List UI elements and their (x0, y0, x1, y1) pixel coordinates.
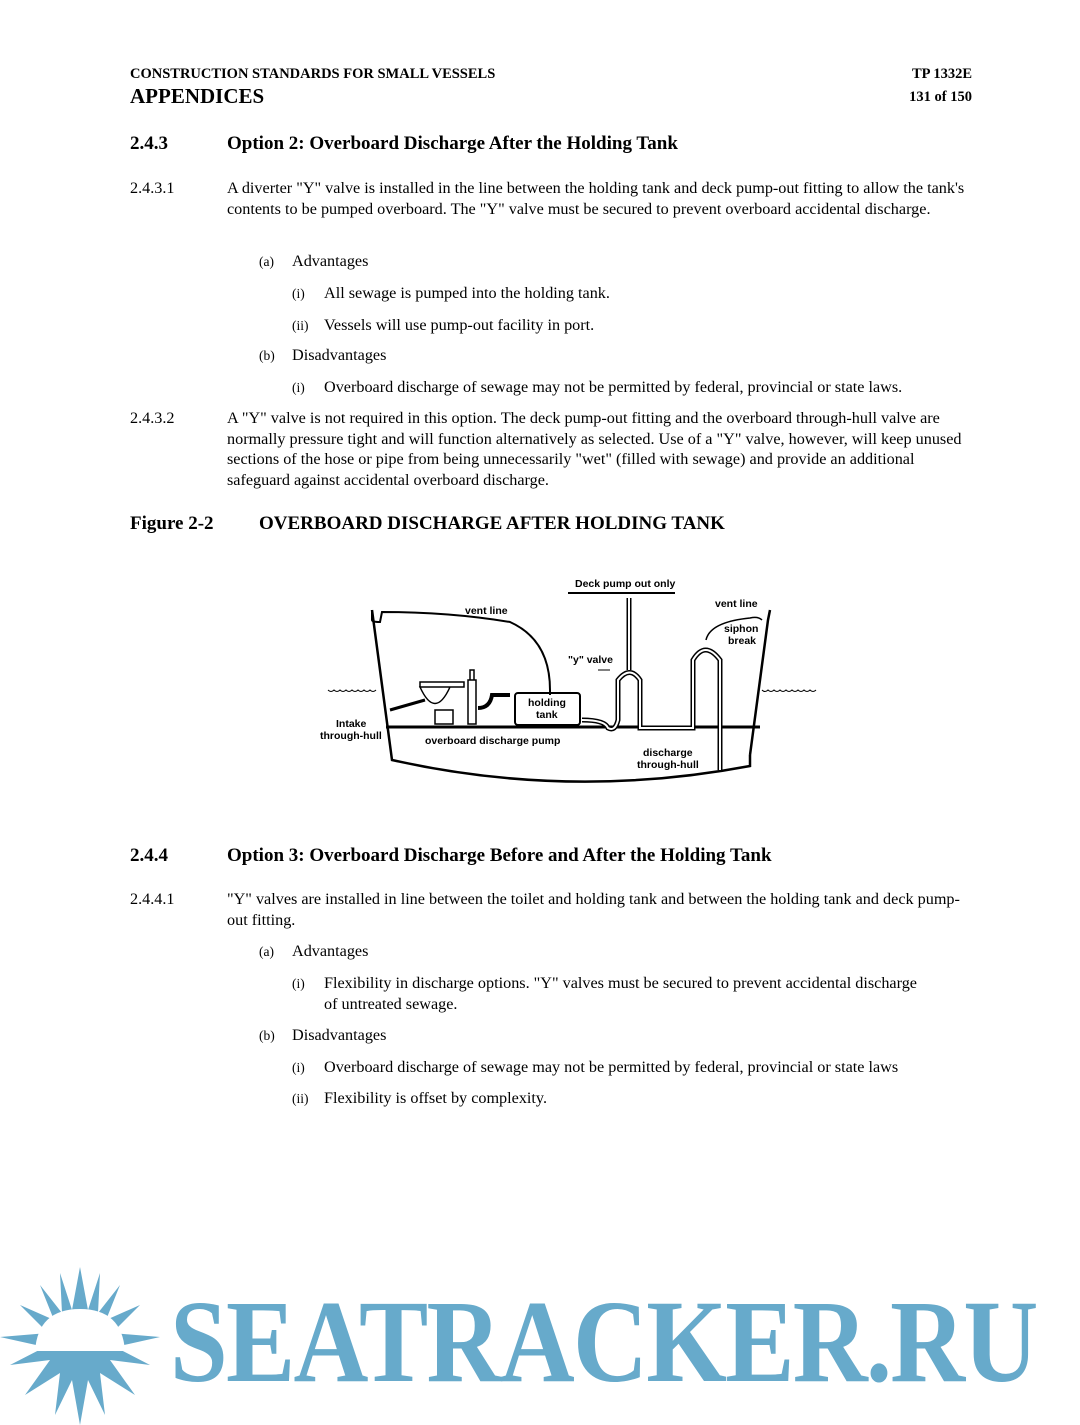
page-number: 131 of 150 (909, 89, 972, 105)
list-label: (b) (259, 1028, 275, 1043)
label-pump: overboard discharge pump (425, 735, 561, 747)
paragraph: A diverter "Y" valve is installed in the line between the holding tank and deck pump-out fitting to allow the tank's contents to be pumped overboard. The "Y" valve must be secured to prevent overboard accidental discharge. (227, 179, 965, 218)
doc-code: TP 1332E (911, 66, 972, 82)
list-label: (a) (259, 254, 274, 269)
para-number: 2.4.3.1 (130, 179, 175, 197)
list-item: Overboard discharge of sewage may not be permitted by federal, provincial or state laws (324, 1058, 899, 1076)
paragraph: "Y" valves are installed in line between the toilet and holding tank and between the holding tank and deck pump-out fitting. (227, 890, 960, 929)
discharge-diagram (310, 570, 830, 800)
toilet (420, 682, 464, 724)
figure-title: OVERBOARD DISCHARGE AFTER HOLDING TANK (259, 513, 725, 534)
pump (468, 670, 476, 724)
list-item: Flexibility is offset by complexity. (324, 1089, 548, 1107)
sun-logo-icon (0, 1265, 165, 1425)
list-label: (ii) (292, 318, 309, 333)
label-siphon-break: break (728, 635, 757, 647)
intake-hose (390, 700, 425, 710)
para-number: 2.4.4.1 (130, 890, 175, 908)
figure-number: Figure 2-2 (130, 513, 214, 534)
waterline (328, 690, 816, 692)
section-number: 2.4.4 (130, 845, 168, 866)
label-vent-line: vent line (715, 598, 758, 610)
list-item: Advantages (292, 942, 369, 960)
doc-title: CONSTRUCTION STANDARDS FOR SMALL VESSELS (130, 66, 496, 82)
para-number: 2.4.3.2 (130, 409, 175, 427)
label-intake: Intake (336, 718, 367, 730)
list-item: Flexibility in discharge options. "Y" valves must be secured to prevent accidental discharge of untreated sewage. (324, 974, 917, 1013)
list-label: (i) (292, 976, 305, 991)
list-label: (i) (292, 286, 305, 301)
label-discharge: discharge (643, 747, 693, 759)
list-item: Disadvantages (292, 346, 387, 364)
label-vent-line: vent line (465, 605, 508, 617)
label-intake: through-hull (320, 730, 382, 742)
section-number: 2.4.3 (130, 133, 168, 154)
list-item: Overboard discharge of sewage may not be permitted by federal, provincial or state laws. (324, 378, 903, 396)
list-label: (b) (259, 348, 275, 363)
list-item: Disadvantages (292, 1026, 387, 1044)
section-title: Option 3: Overboard Discharge Before and After the Holding Tank (227, 845, 772, 866)
list-label: (ii) (292, 1091, 309, 1106)
watermark-text: SEATRACKER.RU (170, 1276, 1037, 1407)
label-deck-pump-out: Deck pump out only (575, 578, 676, 590)
list-item: Advantages (292, 252, 369, 270)
paragraph: A "Y" valve is not required in this option. The deck pump-out fitting and the overboard through-hull valve are normally pressure tight and will function alternatively as selected. Use of a "Y" valve, however, will keep unused sections of the hose or pipe from being unnecessarily "wet" (filled with sewage) and provide an additional safeguard against accidental overboard discharge. (227, 409, 962, 489)
section-header: APPENDICES (130, 84, 265, 108)
label-discharge: through-hull (637, 759, 699, 771)
list-item: Vessels will use pump-out facility in port. (324, 316, 595, 334)
pipe (478, 695, 510, 708)
label-holding-tank: holding (528, 697, 566, 709)
section-title: Option 2: Overboard Discharge After the Holding Tank (227, 133, 678, 154)
label-siphon-break: siphon (724, 623, 759, 635)
list-label: (a) (259, 944, 274, 959)
list-item: All sewage is pumped into the holding tank. (324, 284, 610, 302)
label-holding-tank: tank (536, 709, 558, 721)
list-label: (i) (292, 380, 305, 395)
list-label: (i) (292, 1060, 305, 1075)
label-y-valve: "y" valve (568, 654, 613, 666)
